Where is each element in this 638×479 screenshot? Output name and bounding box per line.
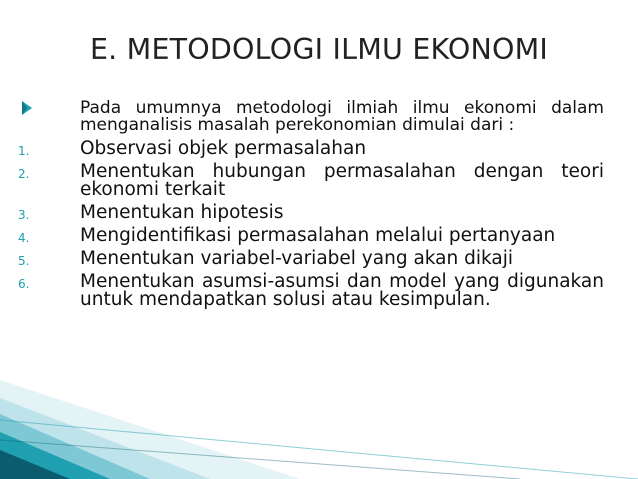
step-text: Observasi objek permasalahan xyxy=(80,138,367,159)
step-number: 2. xyxy=(18,167,30,181)
step-number: 1. xyxy=(18,144,30,158)
list-item xyxy=(18,250,604,268)
arrow-bullet-icon xyxy=(21,101,33,115)
list-item xyxy=(18,227,604,245)
step-text: Menentukan asumsi-asumsi dan model yang digunakan untuk mendapatkan solusi atau kesimpulan. xyxy=(80,271,604,310)
step-number: 4. xyxy=(18,231,30,245)
list-item xyxy=(18,163,604,199)
step-number: 6. xyxy=(18,277,30,291)
intro-paragraph xyxy=(18,100,604,134)
intro-text: Pada umumnya metodologi ilmiah ilmu ekonomi dalam menganalisis masalah perekonomian dimulai dari : xyxy=(80,98,604,135)
list-item xyxy=(18,140,604,158)
steps-list xyxy=(18,140,604,309)
step-text: Menentukan hipotesis xyxy=(80,202,284,223)
slide-body xyxy=(18,100,604,314)
step-number: 3. xyxy=(18,208,30,222)
corner-decoration xyxy=(0,380,638,479)
list-item xyxy=(18,204,604,222)
step-text: Mengidentifikasi permasalahan melalui pertanyaan xyxy=(80,225,556,246)
list-item xyxy=(18,273,604,309)
step-number: 5. xyxy=(18,254,30,268)
slide-title: E. METODOLOGI ILMU EKONOMI xyxy=(89,33,549,66)
step-text: Menentukan variabel-variabel yang akan dikaji xyxy=(80,248,513,269)
step-text: Menentukan hubungan permasalahan dengan teori ekonomi terkait xyxy=(80,161,604,200)
